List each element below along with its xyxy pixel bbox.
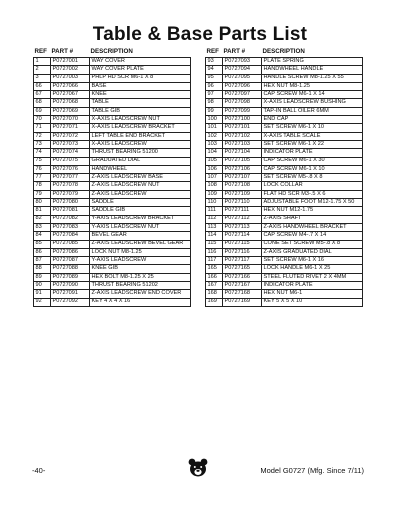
ref-cell: 168 [206,290,223,298]
ref-cell: 115 [206,240,223,248]
description-cell: SET SCREW M5-.8 X 8 [262,174,363,182]
part-number-cell: P0727078 [51,182,90,190]
ref-cell: 105 [206,157,223,165]
description-cell: HEX NUT M6-1 [262,290,363,298]
part-number-cell: P0727089 [51,273,90,281]
part-number-cell: P0727075 [51,157,90,165]
part-number-cell: P0727068 [51,99,90,107]
part-number-cell: P0727086 [51,248,90,256]
ref-cell: 86 [34,248,51,256]
ref-cell: 101 [206,124,223,132]
table-row [34,58,191,66]
description-cell: SET SCREW M6-1 X 16 [262,257,363,265]
description-cell: INDICATOR PLATE [262,149,363,157]
description-cell: Z-AXIS LEADSCREW NUT [90,182,191,190]
description-cell: KNEE [90,91,191,99]
table-row [34,215,191,223]
ref-cell: 80 [34,199,51,207]
description-cell: THRUST BEARING 51200 [90,149,191,157]
ref-cell: 2 [34,66,51,74]
table-row [206,248,363,256]
description-column-header: DESCRIPTION [90,48,133,56]
description-cell: HANDWHEEL [90,165,191,173]
ref-cell: 77 [34,174,51,182]
description-cell: Z-AXIS LEADSCREW BEVEL GEAR [90,240,191,248]
table-row [34,240,191,248]
description-cell: CAP SCREW M6-1 X 14 [262,91,363,99]
ref-cell: 113 [206,223,223,231]
description-cell: HANDWHEEL HANDLE [262,66,363,74]
part-number-cell: P0727082 [51,215,90,223]
description-cell: THRUST BEARING 51202 [90,282,191,290]
table-row [206,257,363,265]
table-row [34,182,191,190]
ref-cell: 102 [206,132,223,140]
part-number-cell: P0727106 [223,165,262,173]
model-info: Model G0727 (Mfg. Since 7/11) [260,466,364,475]
ref-cell: 117 [206,257,223,265]
ref-cell: 110 [206,199,223,207]
ref-cell: 87 [34,257,51,265]
description-cell: TAP-IN BALL OILER 6MM [262,107,363,115]
description-cell: SADDLE GIB [90,207,191,215]
ref-cell: 93 [206,58,223,66]
part-number-cell: P0727113 [223,223,262,231]
part-column-header: PART # [223,48,246,56]
part-number-cell: P0727105 [223,157,262,165]
table-row [206,273,363,281]
part-number-cell: P0727076 [51,165,90,173]
part-number-cell: P0727102 [223,132,262,140]
description-cell: HEX BOLT M8-1.25 X 25 [90,273,191,281]
part-column-header: PART # [51,48,74,56]
table-row [206,223,363,231]
table-row [34,282,191,290]
part-number-cell: P0727167 [223,282,262,290]
bear-head-icon [187,457,209,479]
description-cell: SET SCREW M6-1 X 22 [262,140,363,148]
description-cell: Z-AXIS LEADSCREW BASE [90,174,191,182]
table-row [34,190,191,198]
table-row [206,298,363,306]
description-cell: Z-AXIS GRADUATED DIAL [262,248,363,256]
ref-cell: 82 [34,215,51,223]
ref-cell: 94 [206,66,223,74]
description-cell: FLAT HD SCR M3-.5 X 6 [262,190,363,198]
part-number-cell: P0727168 [223,290,262,298]
part-number-cell: P0727112 [223,215,262,223]
description-cell: WAY COVER PLATE [90,66,191,74]
part-number-cell: P0727091 [51,290,90,298]
part-number-cell: P0727169 [223,298,262,306]
part-number-cell: P0727003 [51,74,90,82]
table-row [206,240,363,248]
part-number-cell: P0727116 [223,248,262,256]
description-cell: Y-AXIS LEADSCREW BRACKET [90,215,191,223]
ref-cell: 100 [206,116,223,124]
part-number-cell: P0727115 [223,240,262,248]
part-number-cell: P0727088 [51,265,90,273]
table-row [206,99,363,107]
table-row [206,290,363,298]
part-number-cell: P0727077 [51,174,90,182]
ref-cell: 90 [34,282,51,290]
ref-cell: 107 [206,174,223,182]
description-cell: CAP SCREW M4-.7 X 14 [262,232,363,240]
part-number-cell: P0727001 [51,58,90,66]
table-row [34,116,191,124]
part-number-cell: P0727099 [223,107,262,115]
ref-cell: 92 [34,298,51,306]
ref-cell: 67 [34,91,51,99]
description-column-header: DESCRIPTION [262,48,305,56]
table-row [34,223,191,231]
ref-cell: 78 [34,182,51,190]
description-cell: Z-AXIS LEADSCREW [90,190,191,198]
ref-cell: 66 [34,82,51,90]
ref-cell: 88 [34,265,51,273]
ref-cell: 83 [34,223,51,231]
table-row [206,157,363,165]
table-row [206,91,363,99]
table-row [34,298,191,306]
description-cell: PHLP HD SCR M6-1 X 8 [90,74,191,82]
description-cell: TABLE [90,99,191,107]
ref-cell: 99 [206,107,223,115]
part-number-cell: P0727103 [223,140,262,148]
part-number-cell: P0727111 [223,207,262,215]
table-row [34,74,191,82]
description-cell: X-AXIS TABLE SCALE [262,132,363,140]
table-row [34,107,191,115]
description-cell: X-AXIS LEADSCREW NUT [90,116,191,124]
part-number-cell: P0727092 [51,298,90,306]
description-cell: Y-AXIS LEADSCREW NUT [90,223,191,231]
description-cell: LOCK COLLAR [262,182,363,190]
ref-cell: 165 [206,265,223,273]
parts-table-right [205,48,363,307]
description-cell: ADJUSTABLE FOOT M12-1.75 X 50 [262,199,363,207]
part-number-cell: P0727117 [223,257,262,265]
description-cell: CAP SCREW M6-1 X 30 [262,157,363,165]
ref-cell: 73 [34,140,51,148]
description-cell: HEX NUT M8-1.25 [262,82,363,90]
description-cell: WAY COVER [90,58,191,66]
table-row [34,165,191,173]
part-number-cell: P0727066 [51,82,90,90]
ref-cell: 114 [206,232,223,240]
ref-cell: 96 [206,82,223,90]
part-number-cell: P0727073 [51,140,90,148]
ref-cell: 103 [206,140,223,148]
table-header-row [34,48,191,58]
ref-cell: 169 [206,298,223,306]
table-row [34,132,191,140]
description-cell: BEVEL GEAR [90,232,191,240]
part-number-cell: P0727079 [51,190,90,198]
ref-cell: 108 [206,182,223,190]
table-row [34,140,191,148]
ref-cell: 74 [34,149,51,157]
description-cell: HANDLE SCREW M8-1.25 X 55 [262,74,363,82]
part-number-cell: P0727072 [51,132,90,140]
description-cell: END CAP [262,116,363,124]
table-row [206,207,363,215]
ref-cell: 69 [34,107,51,115]
table-row [34,290,191,298]
ref-cell: 79 [34,190,51,198]
table-row [34,207,191,215]
table-row [206,199,363,207]
page-number: -40- [32,466,46,475]
description-cell: Z-AXIS SHAFT [262,215,363,223]
part-number-cell: P0727101 [223,124,262,132]
table-row [206,149,363,157]
table-row [34,82,191,90]
ref-cell: 68 [34,99,51,107]
ref-cell: 71 [34,124,51,132]
description-cell: LOCK NUT M8-1.25 [90,248,191,256]
part-number-cell: P0727094 [223,66,262,74]
description-cell: PLATE SPRING [262,58,363,66]
part-number-cell: P0727095 [223,74,262,82]
part-number-cell: P0727096 [223,82,262,90]
page-title: Table & Base Parts List [92,24,308,45]
part-number-cell: P0727166 [223,273,262,281]
part-number-cell: P0727085 [51,240,90,248]
table-row [206,265,363,273]
table-row [206,132,363,140]
ref-cell: 95 [206,74,223,82]
part-number-cell: P0727090 [51,282,90,290]
ref-cell: 112 [206,215,223,223]
description-cell: GRADUATED DIAL [90,157,191,165]
table-row [34,248,191,256]
table-row [206,116,363,124]
part-number-cell: P0727098 [223,99,262,107]
part-number-cell: P0727093 [223,58,262,66]
ref-column-header: REF [206,48,219,56]
description-cell: CAP SCREW M6-1 X 10 [262,165,363,173]
ref-cell: 81 [34,207,51,215]
ref-cell: 75 [34,157,51,165]
table-row [34,232,191,240]
table-row [34,257,191,265]
description-cell: STEEL FLUTED RIVET 2 X 4MM [262,273,363,281]
description-cell: X-AXIS LEADSCREW [90,140,191,148]
description-cell: LOCK HANDLE M6-1 X 25 [262,265,363,273]
table-row [206,232,363,240]
description-cell: HEX NUT M12-1.75 [262,207,363,215]
table-row [34,157,191,165]
description-cell: INDICATOR PLATE [262,282,363,290]
part-number-cell: P0727087 [51,257,90,265]
table-header-row [206,48,363,58]
ref-cell: 106 [206,165,223,173]
part-number-cell: P0727074 [51,149,90,157]
description-cell: KEY 4 X 4 X 16 [90,298,191,306]
part-number-cell: P0727110 [223,199,262,207]
table-row [34,99,191,107]
ref-cell: 3 [34,74,51,82]
description-cell: X-AXIS LEADSCREW BRACKET [90,124,191,132]
ref-cell: 104 [206,149,223,157]
table-row [34,174,191,182]
table-row [34,273,191,281]
table-row [206,66,363,74]
part-number-cell: P0727109 [223,190,262,198]
table-row [206,74,363,82]
table-row [206,107,363,115]
part-number-cell: P0727108 [223,182,262,190]
ref-cell: 97 [206,91,223,99]
ref-cell: 111 [206,207,223,215]
description-cell: SADDLE [90,199,191,207]
part-number-cell: P0727070 [51,116,90,124]
table-row [34,199,191,207]
ref-cell: 91 [34,290,51,298]
table-row [206,182,363,190]
table-row [34,124,191,132]
part-number-cell: P0727107 [223,174,262,182]
ref-cell: 166 [206,273,223,281]
description-cell: X-AXIS LEADSCREW BUSHING [262,99,363,107]
description-cell: CONE SET SCREW M5-.8 X 8 [262,240,363,248]
description-cell: SET SCREW M6-1 X 10 [262,124,363,132]
part-number-cell: P0727165 [223,265,262,273]
table-row [206,165,363,173]
part-number-cell: P0727100 [223,116,262,124]
part-number-cell: P0727069 [51,107,90,115]
description-cell: BASE [90,82,191,90]
table-row [206,82,363,90]
description-cell: TABLE GIB [90,107,191,115]
table-row [206,140,363,148]
part-number-cell: P0727104 [223,149,262,157]
part-number-cell: P0727083 [51,223,90,231]
ref-cell: 72 [34,132,51,140]
part-number-cell: P0727081 [51,207,90,215]
table-row [34,66,191,74]
part-number-cell: P0727067 [51,91,90,99]
part-number-cell: P0727071 [51,124,90,132]
part-number-cell: P0727084 [51,232,90,240]
table-row [206,190,363,198]
ref-cell: 70 [34,116,51,124]
ref-column-header: REF [34,48,47,56]
ref-cell: 98 [206,99,223,107]
description-cell: KNEE GIB [90,265,191,273]
part-number-cell: P0727080 [51,199,90,207]
table-row [206,58,363,66]
ref-cell: 1 [34,58,51,66]
table-row [206,124,363,132]
ref-cell: 84 [34,232,51,240]
description-cell: Z-AXIS HANDWHEEL BRACKET [262,223,363,231]
table-row [34,265,191,273]
table-row [34,149,191,157]
description-cell: LEFT TABLE END BRACKET [90,132,191,140]
description-cell: Y-AXIS LEADSCREW [90,257,191,265]
ref-cell: 116 [206,248,223,256]
description-cell: Z-AXIS LEADSCREW END COVER [90,290,191,298]
table-row [206,215,363,223]
ref-cell: 89 [34,273,51,281]
table-row [34,91,191,99]
part-number-cell: P0727097 [223,91,262,99]
ref-cell: 167 [206,282,223,290]
table-row [206,174,363,182]
ref-cell: 76 [34,165,51,173]
part-number-cell: P0727002 [51,66,90,74]
part-number-cell: P0727114 [223,232,262,240]
description-cell: KEY 5 X 5 X 10 [262,298,363,306]
ref-cell: 85 [34,240,51,248]
table-row [206,282,363,290]
ref-cell: 109 [206,190,223,198]
parts-table-left [33,48,191,307]
